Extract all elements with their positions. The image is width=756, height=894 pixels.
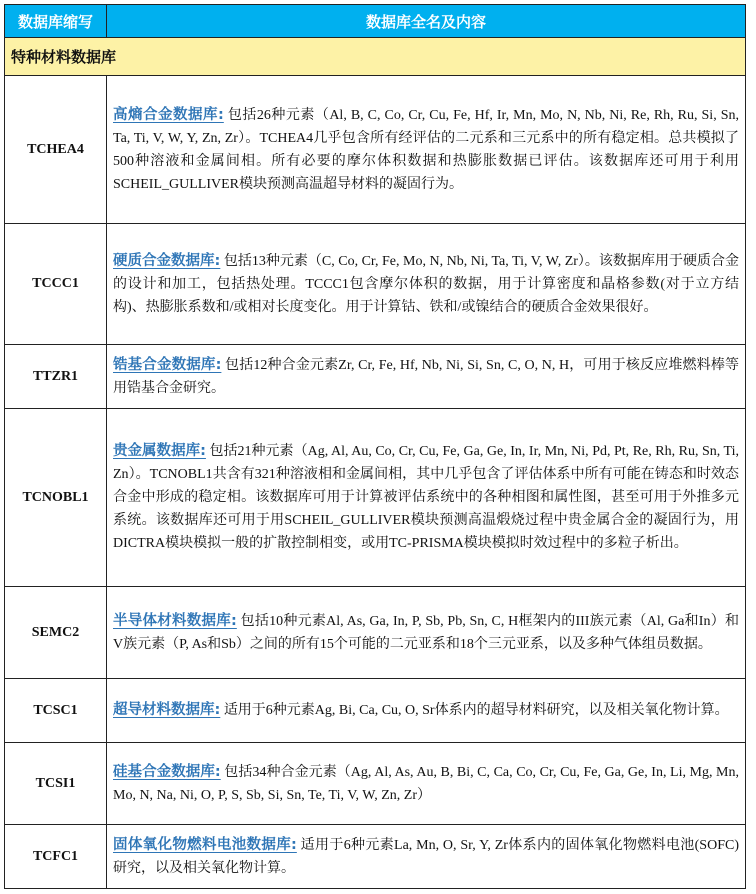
section-title: 特种材料数据库: [5, 38, 746, 76]
table-row: [5, 409, 746, 587]
db-description: 包括34种合金元素（Ag, Al, As, Au, B, Bi, C, Ca, Co, Cr, Cu, Fe, Ga, Ge, In, Li, Mg, Mn, Mo, N, Na, Ni, O, P, S, Sb, Si, Sn, Te, Ti, V, W, Zn, Zr）: [113, 764, 739, 803]
header-row: [5, 5, 746, 38]
table-row: [5, 587, 746, 679]
db-description: 适用于6种元素Ag, Bi, Ca, Cu, O, Sr体系内的超导材料研究，以及相关氧化物计算。: [220, 703, 729, 718]
db-description: 包括21种元素（Ag, Al, Au, Co, Cr, Cu, Fe, Ga, Ge, In, Ir, Mn, Ni, Pd, Pt, Re, Rh, Ru, Sn, Ti, Zn）。TCNOBL1共含有321种溶液相和金属间相，其中几乎包含了评估体系中所有可能在铸态和时效态合金中形成的稳定相。该数据库可用于计算被评估系统中的各种相图和属性图，甚至可用于外推多元系统。该数据库还可用于用SCHEIL_GULLIVER模块预测高温煅烧过程中贵金属合金的凝固行为，用DICTRA模块模拟一般的扩散控制相变，或用TC-PRISMA模块模拟时效过程中的多粒子析出。: [113, 444, 739, 551]
db-code: TCFC1: [5, 825, 107, 889]
db-code: TTZR1: [5, 345, 107, 409]
database-table-container: [4, 4, 746, 889]
db-description: 包括26种元素（Al, B, C, Co, Cr, Cu, Fe, Hf, Ir, Mn, Mo, N, Nb, Ni, Re, Rh, Ru, Si, Sn, Ta, Ti, V, W, Y, Zn, Zr）。TCHEA4几乎包含所有经评估的二元系和三元系中的所有稳定相。总共模拟了500种溶液和金属间相。所有必要的摩尔体积数据和热膨胀数据已评估。该数据库还可用于利用SCHEIL_GULLIVER模块预测高温超导材料的凝固行为。: [113, 107, 739, 192]
db-content: [107, 409, 746, 587]
db-name: 锆基合金数据库:: [113, 356, 222, 373]
db-description: 包括13种元素（C, Co, Cr, Fe, Mo, N, Nb, Ni, Ta, Ti, V, W, Zr）。该数据库用于硬质合金的设计和加工，包括热处理。TCCC1包含摩尔体积的数据，用于计算密度和晶格参数(对于立方结构)、热膨胀系数和/或相对长度变化。用于计算钴、铁和/或镍结合的硬质合金效果很好。: [113, 253, 739, 315]
db-content: [107, 345, 746, 409]
db-code: TCHEA4: [5, 76, 107, 224]
db-name: 贵金属数据库:: [113, 443, 206, 459]
table-row: [5, 76, 746, 224]
db-name: 高熵合金数据库:: [113, 106, 224, 123]
table-row: [5, 825, 746, 889]
db-description: 包括10种元素Al, As, Ga, In, P, Sb, Pb, Sn, C, H框架内的III族元素（Al, Ga和In）和V族元素（P, As和Sb）之间的所有15个可能的二元亚系和18个三元亚系，以及多种气体组员数据。: [113, 613, 739, 652]
table-row: [5, 345, 746, 409]
db-description: 适用于6种元素La, Mn, O, Sr, Y, Zr体系内的固体氧化物燃料电池(SOFC)研究，以及相关氧化物计算。: [113, 837, 739, 876]
db-description: 包括12种合金元素Zr, Cr, Fe, Hf, Nb, Ni, Si, Sn, C, O, N, H，可用于核反应堆燃料棒等用锆基合金研究。: [113, 357, 739, 396]
db-name: 硬质合金数据库:: [113, 252, 221, 269]
db-content: [107, 76, 746, 224]
db-name: 固体氧化物燃料电池数据库:: [113, 836, 297, 853]
db-content: [107, 743, 746, 825]
header-abbreviation: 数据库缩写: [5, 5, 107, 38]
db-name: 硅基合金数据库:: [113, 763, 221, 780]
db-content: [107, 825, 746, 889]
db-code: SEMC2: [5, 587, 107, 679]
table-row: [5, 224, 746, 345]
db-name: 半导体材料数据库:: [113, 612, 237, 629]
db-code: TCSI1: [5, 743, 107, 825]
db-name: 超导材料数据库:: [113, 702, 221, 718]
db-code: TCSC1: [5, 679, 107, 743]
table-row: [5, 743, 746, 825]
db-content: [107, 679, 746, 743]
db-content: [107, 224, 746, 345]
section-row: [5, 38, 746, 76]
table-row: [5, 679, 746, 743]
db-content: [107, 587, 746, 679]
db-code: TCNOBL1: [5, 409, 107, 587]
header-full-name: 数据库全名及内容: [107, 5, 746, 38]
db-code: TCCC1: [5, 224, 107, 345]
database-table: [4, 4, 746, 889]
